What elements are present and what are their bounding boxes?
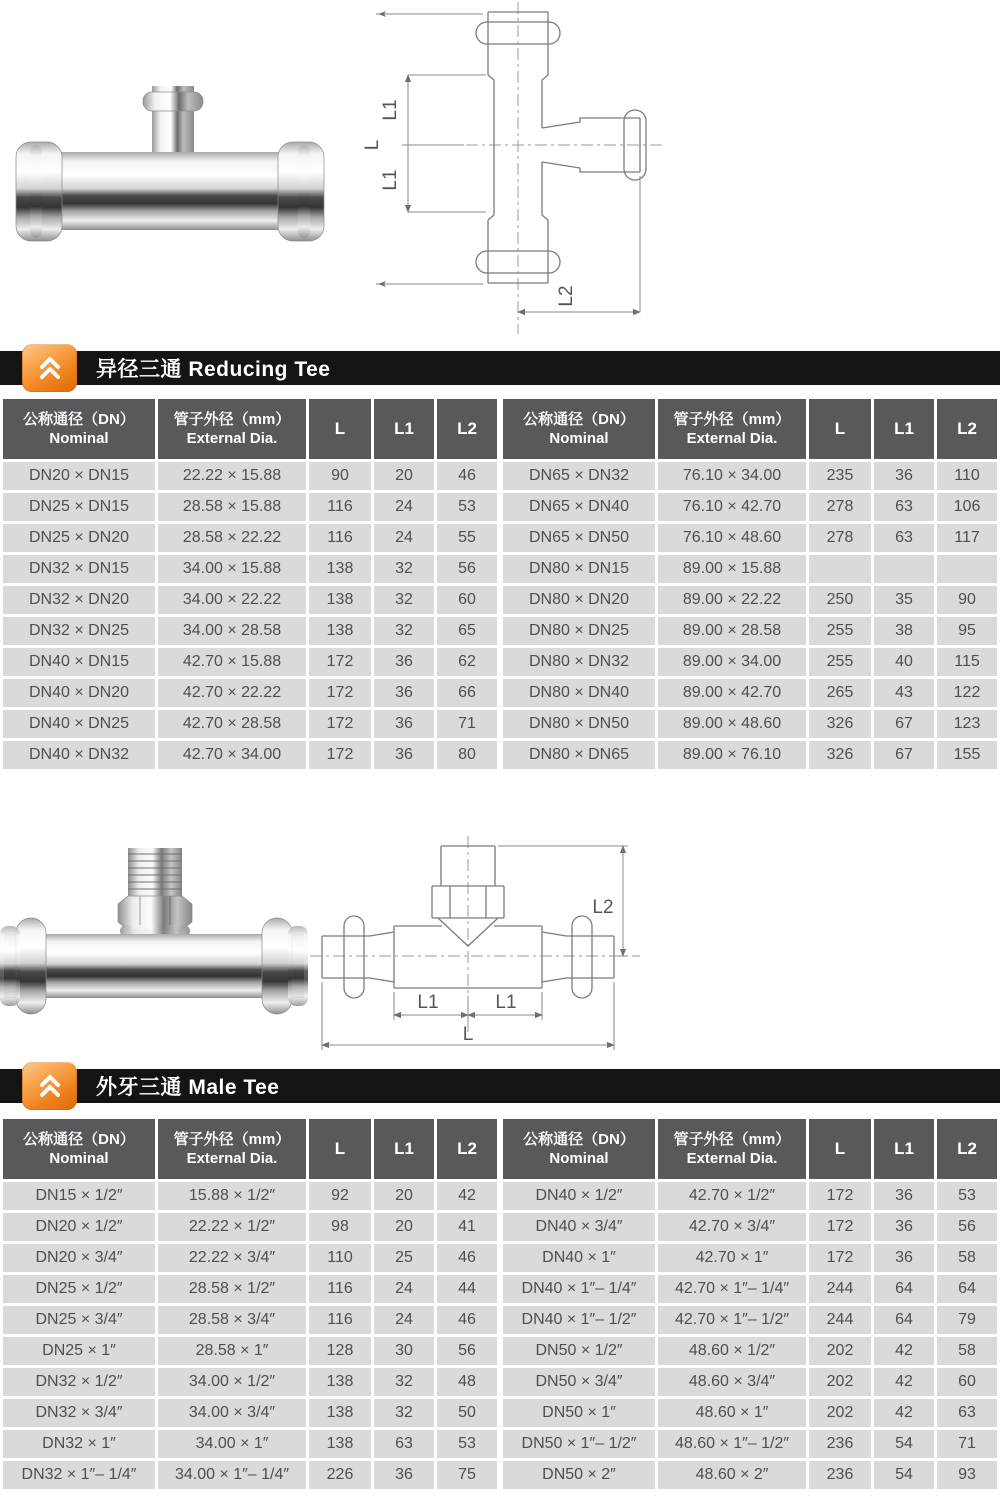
table-row: [503, 1275, 997, 1303]
table-cell: 35: [874, 586, 934, 614]
table-cell: 48.60 × 1″: [658, 1399, 806, 1427]
table-cell: 24: [374, 524, 434, 552]
double-chevron-up-icon: [35, 1071, 65, 1101]
table-cell: DN50 × 1″: [503, 1399, 655, 1427]
table-cell: 44: [437, 1275, 497, 1303]
table-cell: 66: [437, 679, 497, 707]
table-cell: DN25 × 1″: [3, 1337, 155, 1365]
table-row: [503, 1244, 997, 1272]
table-cell: [937, 555, 997, 583]
male-tee-drawing-image: [308, 828, 642, 1068]
table-cell: 34.00 × 1″– 1/4″: [158, 1461, 306, 1489]
section-bar-male-tee: [0, 1069, 1000, 1103]
table-cell: 24: [374, 493, 434, 521]
table-cell: 42: [874, 1337, 934, 1365]
table-cell: 172: [809, 1244, 871, 1272]
table-cell: 71: [937, 1430, 997, 1458]
table-cell: 172: [809, 1213, 871, 1241]
table-cell: DN65 × DN50: [503, 524, 655, 552]
table-cell: 36: [874, 1182, 934, 1210]
table-cell: 89.00 × 76.10: [658, 741, 806, 769]
table-cell: 48.60 × 1″– 1/2″: [658, 1430, 806, 1458]
table-row: [3, 1306, 497, 1334]
main-tube: [28, 152, 312, 230]
table-cell: 24: [374, 1306, 434, 1334]
male-tee-photo-image: [0, 822, 310, 1062]
column-header: 公称通径（DN） Nominal: [3, 399, 155, 459]
table-cell: 89.00 × 22.22: [658, 586, 806, 614]
table-cell: 36: [874, 1244, 934, 1272]
table-cell: 278: [809, 524, 871, 552]
table-cell: 265: [809, 679, 871, 707]
header-row: [503, 1119, 997, 1179]
column-header: L: [809, 399, 871, 459]
table-row: [503, 1461, 997, 1489]
table-cell: 36: [874, 1213, 934, 1241]
table-cell: DN80 × DN32: [503, 648, 655, 676]
table-cell: DN32 × DN20: [3, 586, 155, 614]
table-cell: 38: [874, 617, 934, 645]
table-cell: [874, 555, 934, 583]
table-cell: 250: [809, 586, 871, 614]
table-cell: DN80 × DN25: [503, 617, 655, 645]
dim-label-l1-bottom: L1: [380, 169, 401, 191]
column-header: L: [309, 1119, 371, 1179]
table-cell: 46: [437, 1244, 497, 1272]
table-cell: 63: [937, 1399, 997, 1427]
table-cell: 89.00 × 28.58: [658, 617, 806, 645]
table-cell: DN25 × 3/4″: [3, 1306, 155, 1334]
table-cell: 32: [374, 1399, 434, 1427]
table-cell: 15.88 × 1/2″: [158, 1182, 306, 1210]
table-cell: 58: [937, 1244, 997, 1272]
table-cell: 89.00 × 42.70: [658, 679, 806, 707]
table-cell: 67: [874, 741, 934, 769]
column-header: L2: [437, 1119, 497, 1179]
table-cell: 236: [809, 1461, 871, 1489]
table-cell: DN80 × DN50: [503, 710, 655, 738]
header-row: [3, 1119, 497, 1179]
table-cell: 202: [809, 1337, 871, 1365]
table-row: [503, 1213, 997, 1241]
column-header: 公称通径（DN） Nominal: [503, 399, 655, 459]
table-cell: 36: [374, 1461, 434, 1489]
table-cell: DN40 × 1″– 1/2″: [503, 1306, 655, 1334]
double-chevron-up-icon: [35, 353, 65, 383]
table-row: [503, 679, 997, 707]
table-cell: 36: [374, 648, 434, 676]
column-header: L1: [874, 1119, 934, 1179]
table-cell: 110: [937, 462, 997, 490]
column-header: L2: [437, 399, 497, 459]
table-cell: 90: [309, 462, 371, 490]
table-cell: 62: [437, 648, 497, 676]
table-cell: 42.70 × 1″– 1/2″: [658, 1306, 806, 1334]
table-row: [3, 493, 497, 521]
table-row: [503, 648, 997, 676]
table-cell: 42.70 × 1/2″: [658, 1182, 806, 1210]
reducing-tee-drawing: [348, 0, 670, 338]
table-cell: 34.00 × 15.88: [158, 555, 306, 583]
table-row: [503, 524, 997, 552]
column-header: L: [309, 399, 371, 459]
male-tee-drawing: [308, 828, 642, 1068]
section-title: 异径三通 Reducing Tee: [96, 358, 331, 381]
table-row: [3, 1461, 497, 1489]
table-cell: DN40 × DN20: [3, 679, 155, 707]
table-cell: 116: [309, 1306, 371, 1334]
table-cell: 326: [809, 741, 871, 769]
reducing-tee-photo-image: [10, 52, 330, 290]
table-cell: 89.00 × 15.88: [658, 555, 806, 583]
table-cell: DN20 × 3/4″: [3, 1244, 155, 1272]
table-cell: 60: [937, 1368, 997, 1396]
table-cell: 326: [809, 710, 871, 738]
section-badge: [22, 344, 77, 392]
table-cell: 32: [374, 1368, 434, 1396]
hex-nut: [118, 896, 192, 930]
dim-label-l1-right: L1: [495, 992, 517, 1013]
table-cell: 32: [374, 617, 434, 645]
table-cell: 172: [309, 679, 371, 707]
table-cell: DN65 × DN40: [503, 493, 655, 521]
table-cell: [809, 555, 871, 583]
table-cell: 155: [937, 741, 997, 769]
table-cell: DN50 × 1/2″: [503, 1337, 655, 1365]
dim-label-l1-left: L1: [417, 992, 439, 1013]
table-row: [3, 1213, 497, 1241]
table-cell: 34.00 × 1″: [158, 1430, 306, 1458]
table-row: [503, 555, 997, 583]
table-cell: 89.00 × 34.00: [658, 648, 806, 676]
table-cell: 58: [937, 1337, 997, 1365]
table-cell: 172: [309, 741, 371, 769]
table-cell: 42.70 × 28.58: [158, 710, 306, 738]
table-cell: 255: [809, 617, 871, 645]
table-row: [3, 1275, 497, 1303]
table-cell: 42.70 × 1″– 1/4″: [658, 1275, 806, 1303]
table-cell: 138: [309, 1430, 371, 1458]
table-row: [3, 741, 497, 769]
table-cell: 63: [874, 524, 934, 552]
column-header: L2: [937, 1119, 997, 1179]
table-cell: 41: [437, 1213, 497, 1241]
table-row: [3, 1430, 497, 1458]
table-row: [3, 524, 497, 552]
male-tee-tables: [0, 1116, 1000, 1492]
column-header: L1: [374, 399, 434, 459]
table-cell: 20: [374, 462, 434, 490]
section-badge: [22, 1062, 77, 1110]
section-bar-reducing-tee: [0, 351, 1000, 385]
table-cell: 63: [374, 1430, 434, 1458]
table-row: [503, 586, 997, 614]
table-cell: DN32 × 1″: [3, 1430, 155, 1458]
table-cell: 65: [437, 617, 497, 645]
table-cell: 43: [874, 679, 934, 707]
table-cell: DN25 × DN20: [3, 524, 155, 552]
table-cell: 116: [309, 493, 371, 521]
table-cell: 42.70 × 15.88: [158, 648, 306, 676]
table-cell: 235: [809, 462, 871, 490]
table-cell: 64: [874, 1306, 934, 1334]
table-cell: 42: [874, 1399, 934, 1427]
dim-label-l: L: [462, 1024, 474, 1045]
table-cell: 172: [809, 1182, 871, 1210]
dim-label-l2: L2: [592, 897, 614, 918]
section-title: 外牙三通 Male Tee: [96, 1076, 280, 1099]
table-cell: DN20 × 1/2″: [3, 1213, 155, 1241]
table-cell: 34.00 × 28.58: [158, 617, 306, 645]
table-cell: 32: [374, 555, 434, 583]
column-header: 管子外径（mm） External Dia.: [158, 399, 306, 459]
column-header: L: [809, 1119, 871, 1179]
table-cell: DN40 × 1″: [503, 1244, 655, 1272]
table-row: [503, 741, 997, 769]
table-row: [3, 462, 497, 490]
table-cell: 28.58 × 1″: [158, 1337, 306, 1365]
table-cell: 106: [937, 493, 997, 521]
table-cell: 67: [874, 710, 934, 738]
table-cell: 172: [309, 648, 371, 676]
table-cell: 24: [374, 1275, 434, 1303]
table-cell: 244: [809, 1275, 871, 1303]
table-cell: DN32 × 3/4″: [3, 1399, 155, 1427]
table-cell: 80: [437, 741, 497, 769]
table-cell: 56: [437, 555, 497, 583]
table-row: [503, 493, 997, 521]
table-cell: 48.60 × 2″: [658, 1461, 806, 1489]
table-cell: 42.70 × 34.00: [158, 741, 306, 769]
table-row: [3, 1244, 497, 1272]
table-cell: DN15 × 1/2″: [3, 1182, 155, 1210]
column-header: 公称通径（DN） Nominal: [503, 1119, 655, 1179]
table-row: [3, 679, 497, 707]
table-cell: 28.58 × 15.88: [158, 493, 306, 521]
table-cell: 128: [309, 1337, 371, 1365]
table-cell: DN50 × 2″: [503, 1461, 655, 1489]
table-cell: 278: [809, 493, 871, 521]
dim-label-l2: L2: [556, 285, 577, 307]
table-row: [503, 1368, 997, 1396]
table-cell: 22.22 × 15.88: [158, 462, 306, 490]
table-cell: 202: [809, 1368, 871, 1396]
table-cell: 34.00 × 3/4″: [158, 1399, 306, 1427]
table-cell: DN32 × 1/2″: [3, 1368, 155, 1396]
threaded-branch: [128, 848, 182, 898]
table-row: [503, 462, 997, 490]
table-cell: 117: [937, 524, 997, 552]
table-cell: 255: [809, 648, 871, 676]
column-header: 公称通径（DN） Nominal: [3, 1119, 155, 1179]
table-cell: 56: [437, 1337, 497, 1365]
table-cell: 48.60 × 3/4″: [658, 1368, 806, 1396]
table-cell: 42: [437, 1182, 497, 1210]
table-cell: DN32 × DN25: [3, 617, 155, 645]
table-cell: DN25 × DN15: [3, 493, 155, 521]
table-row: [3, 648, 497, 676]
table-cell: 116: [309, 1275, 371, 1303]
table-cell: 60: [437, 586, 497, 614]
table-cell: DN80 × DN20: [503, 586, 655, 614]
table-cell: 36: [874, 462, 934, 490]
male-tee-table-left: [0, 1116, 500, 1492]
table-cell: 244: [809, 1306, 871, 1334]
table-cell: 48.60 × 1/2″: [658, 1337, 806, 1365]
table-cell: 53: [437, 1430, 497, 1458]
table-cell: 53: [437, 493, 497, 521]
table-cell: 34.00 × 22.22: [158, 586, 306, 614]
table-cell: 22.22 × 1/2″: [158, 1213, 306, 1241]
table-cell: 138: [309, 555, 371, 583]
table-cell: 138: [309, 586, 371, 614]
table-cell: 36: [374, 710, 434, 738]
header-row: [3, 399, 497, 459]
table-cell: 122: [937, 679, 997, 707]
table-row: [503, 1399, 997, 1427]
column-header: L2: [937, 399, 997, 459]
table-cell: DN40 × DN32: [3, 741, 155, 769]
header-row: [503, 399, 997, 459]
table-cell: 236: [809, 1430, 871, 1458]
table-cell: 28.58 × 22.22: [158, 524, 306, 552]
dim-label-l1-top: L1: [380, 99, 401, 121]
table-cell: 172: [309, 710, 371, 738]
table-cell: 36: [374, 741, 434, 769]
table-cell: 46: [437, 462, 497, 490]
table-row: [3, 1368, 497, 1396]
table-row: [503, 1182, 997, 1210]
table-cell: 89.00 × 48.60: [658, 710, 806, 738]
table-cell: DN32 × 1″– 1/4″: [3, 1461, 155, 1489]
table-cell: 42: [874, 1368, 934, 1396]
table-cell: 110: [309, 1244, 371, 1272]
table-cell: 32: [374, 586, 434, 614]
table-cell: DN32 × DN15: [3, 555, 155, 583]
table-cell: 123: [937, 710, 997, 738]
column-header: L1: [374, 1119, 434, 1179]
table-cell: 202: [809, 1399, 871, 1427]
column-header: 管子外径（mm） External Dia.: [658, 399, 806, 459]
table-cell: 56: [937, 1213, 997, 1241]
table-cell: 50: [437, 1399, 497, 1427]
table-cell: DN40 × 3/4″: [503, 1213, 655, 1241]
table-cell: 71: [437, 710, 497, 738]
table-cell: DN80 × DN15: [503, 555, 655, 583]
table-cell: 54: [874, 1461, 934, 1489]
column-header: L1: [874, 399, 934, 459]
table-cell: 22.22 × 3/4″: [158, 1244, 306, 1272]
table-cell: 76.10 × 48.60: [658, 524, 806, 552]
table-cell: 36: [374, 679, 434, 707]
table-cell: DN80 × DN65: [503, 741, 655, 769]
table-cell: 90: [937, 586, 997, 614]
table-cell: DN50 × 1″– 1/2″: [503, 1430, 655, 1458]
table-row: [3, 1182, 497, 1210]
table-cell: 75: [437, 1461, 497, 1489]
table-cell: 53: [937, 1182, 997, 1210]
table-cell: 55: [437, 524, 497, 552]
table-cell: 40: [874, 648, 934, 676]
table-cell: 34.00 × 1/2″: [158, 1368, 306, 1396]
table-row: [3, 617, 497, 645]
table-row: [503, 617, 997, 645]
table-cell: 76.10 × 42.70: [658, 493, 806, 521]
table-cell: DN40 × 1″– 1/4″: [503, 1275, 655, 1303]
dim-label-l: L: [362, 139, 383, 151]
table-row: [3, 1399, 497, 1427]
table-cell: 92: [309, 1182, 371, 1210]
table-cell: 28.58 × 3/4″: [158, 1306, 306, 1334]
table-cell: 20: [374, 1213, 434, 1241]
table-cell: DN80 × DN40: [503, 679, 655, 707]
table-cell: 138: [309, 1368, 371, 1396]
table-cell: 115: [937, 648, 997, 676]
table-cell: 25: [374, 1244, 434, 1272]
table-cell: 20: [374, 1182, 434, 1210]
column-header: 管子外径（mm） External Dia.: [658, 1119, 806, 1179]
table-cell: 42.70 × 3/4″: [658, 1213, 806, 1241]
table-cell: DN50 × 3/4″: [503, 1368, 655, 1396]
table-cell: 138: [309, 1399, 371, 1427]
table-cell: 138: [309, 617, 371, 645]
table-cell: 64: [937, 1275, 997, 1303]
table-row: [3, 586, 497, 614]
reducing-tee-table-left: [0, 396, 500, 772]
table-cell: 54: [874, 1430, 934, 1458]
table-row: [3, 1337, 497, 1365]
table-cell: 30: [374, 1337, 434, 1365]
table-row: [503, 1306, 997, 1334]
table-cell: 76.10 × 34.00: [658, 462, 806, 490]
table-cell: DN40 × DN25: [3, 710, 155, 738]
table-cell: 116: [309, 524, 371, 552]
table-row: [3, 710, 497, 738]
reducing-tee-table-right: [500, 396, 1000, 772]
table-cell: 46: [437, 1306, 497, 1334]
table-cell: DN25 × 1/2″: [3, 1275, 155, 1303]
table-cell: 93: [937, 1461, 997, 1489]
table-row: [503, 1337, 997, 1365]
table-cell: 226: [309, 1461, 371, 1489]
table-row: [3, 555, 497, 583]
table-cell: 98: [309, 1213, 371, 1241]
male-tee-table-right: [500, 1116, 1000, 1492]
table-row: [503, 710, 997, 738]
table-cell: 79: [937, 1306, 997, 1334]
reducing-tee-drawing-image: [348, 0, 670, 338]
table-cell: DN40 × DN15: [3, 648, 155, 676]
table-cell: DN65 × DN32: [503, 462, 655, 490]
main-tube: [4, 934, 304, 998]
reducing-tee-tables: [0, 396, 1000, 772]
table-cell: DN40 × 1/2″: [503, 1182, 655, 1210]
male-tee-photo: [0, 822, 310, 1062]
table-cell: 28.58 × 1/2″: [158, 1275, 306, 1303]
table-cell: 95: [937, 617, 997, 645]
table-cell: 48: [437, 1368, 497, 1396]
column-header: 管子外径（mm） External Dia.: [158, 1119, 306, 1179]
table-cell: 64: [874, 1275, 934, 1303]
table-cell: DN20 × DN15: [3, 462, 155, 490]
table-cell: 42.70 × 22.22: [158, 679, 306, 707]
table-row: [503, 1430, 997, 1458]
table-cell: 42.70 × 1″: [658, 1244, 806, 1272]
reducing-tee-photo: [10, 52, 330, 290]
table-cell: 63: [874, 493, 934, 521]
